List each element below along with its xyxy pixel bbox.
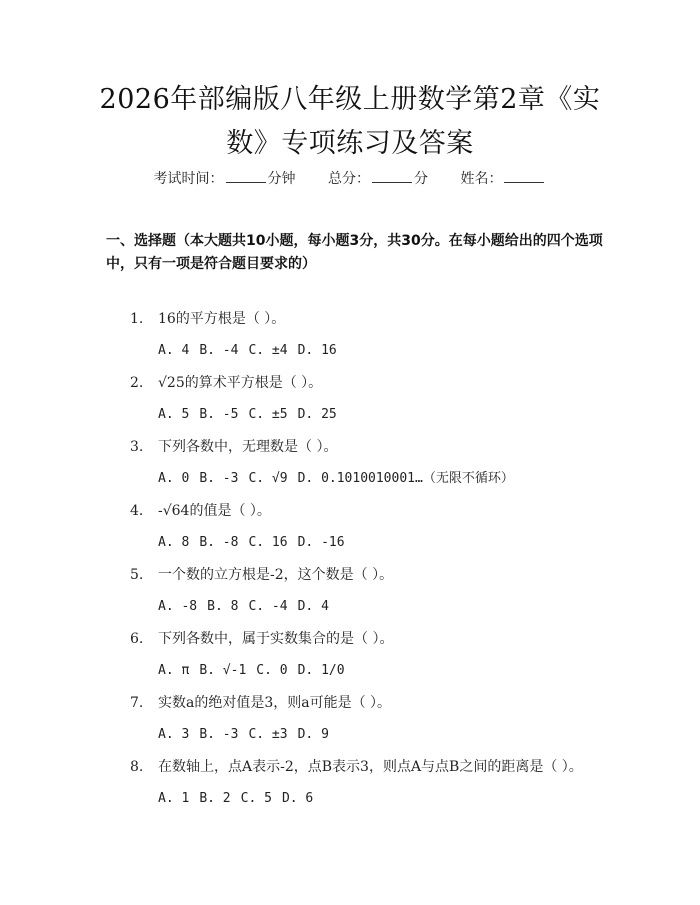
- question-number: 5.: [130, 567, 144, 583]
- question-number: 1.: [130, 311, 144, 327]
- question-text: 下列各数中，无理数是（ ）。: [158, 439, 338, 455]
- answer-option: D. 1/0: [297, 663, 345, 678]
- answer-options: [106, 532, 606, 554]
- answer-option: B. 2: [199, 791, 231, 806]
- total-score-label: 总分：: [328, 171, 370, 187]
- answer-options: [106, 340, 606, 362]
- answer-options: [106, 596, 606, 618]
- answer-option: C. -4: [248, 599, 288, 614]
- question-text: 下列各数中，属于实数集合的是（ ）。: [158, 631, 394, 647]
- exam-time-field: [154, 168, 296, 188]
- exam-time-blank: [226, 170, 266, 183]
- answer-option: B. -3: [199, 727, 239, 742]
- answer-option: B. -4: [199, 343, 239, 358]
- answer-option: A. π: [158, 663, 190, 678]
- student-name-label: 姓名：: [460, 171, 503, 187]
- question-text: 在数轴上，点A表示-2，点B表示3，则点A与点B之间的距离是（ ）。: [158, 759, 583, 775]
- answer-option: A. -8: [158, 599, 198, 614]
- answer-option: B. 8: [207, 599, 239, 614]
- answer-options: [106, 404, 606, 426]
- answer-option: A. 4: [158, 343, 190, 358]
- answer-options: [106, 468, 606, 490]
- answer-option: C. 16: [248, 535, 288, 550]
- question-text: 一个数的立方根是-2，这个数是（ ）。: [158, 567, 394, 583]
- answer-option: C. 5: [240, 791, 272, 806]
- total-score-blank: [372, 170, 412, 183]
- question-number: 8.: [130, 759, 144, 775]
- document-title: [80, 78, 620, 166]
- question-item: [106, 500, 606, 554]
- answer-option: D. 6: [281, 791, 314, 806]
- answer-option: D. -16: [297, 535, 345, 550]
- question-stem: [106, 308, 606, 330]
- exam-info-row: [0, 168, 700, 188]
- title-line-1: 2026年部编版八年级上册数学第2章《实: [99, 84, 601, 115]
- question-number: 2.: [130, 375, 144, 391]
- title-line-2: 数》专项练习及答案: [226, 128, 474, 159]
- answer-options: [106, 788, 606, 810]
- student-name-field: [460, 168, 546, 188]
- question-number: 3.: [130, 439, 144, 455]
- question-list: [106, 308, 606, 820]
- question-stem: [106, 372, 606, 394]
- answer-option: A. 8: [158, 535, 190, 550]
- answer-option: B. √-1: [199, 663, 247, 678]
- answer-option: B. -5: [199, 407, 239, 422]
- answer-option: A. 0: [158, 471, 190, 486]
- question-item: [106, 564, 606, 618]
- question-text: 16的平方根是（ ）。: [158, 311, 286, 327]
- answer-option: B. -8: [199, 535, 239, 550]
- answer-option: B. -3: [199, 471, 239, 486]
- question-item: [106, 628, 606, 682]
- answer-option: A. 5: [158, 407, 190, 422]
- total-score-unit: 分: [414, 171, 428, 187]
- question-text: √25的算术平方根是（ ）。: [158, 375, 323, 391]
- question-item: [106, 692, 606, 746]
- answer-option: C. ±5: [248, 407, 288, 422]
- question-number: 4.: [130, 503, 144, 519]
- answer-options: [106, 660, 606, 682]
- answer-option: A. 3: [158, 727, 190, 742]
- student-name-blank: [504, 170, 544, 183]
- question-stem: [106, 564, 606, 586]
- question-item: [106, 308, 606, 362]
- answer-option: A. 1: [158, 791, 190, 806]
- exam-time-unit: 分钟: [267, 171, 296, 187]
- section-heading: 一、选择题（本大题共10小题，每小题3分，共30分。在每小题给出的四个选项中，只有一项是符合题目要求的）: [106, 233, 603, 272]
- question-text: 实数a的绝对值是3，则a可能是（ ）。: [158, 695, 392, 711]
- question-item: [106, 756, 606, 810]
- question-stem: [106, 756, 606, 778]
- question-item: [106, 372, 606, 426]
- question-text: -√64的值是（ ）。: [158, 503, 271, 519]
- answer-option: C. ±4: [248, 343, 288, 358]
- question-stem: [106, 628, 606, 650]
- answer-option: D. 4: [297, 599, 329, 614]
- question-number: 7.: [130, 695, 144, 711]
- answer-option: D. 25: [297, 407, 337, 422]
- question-stem: [106, 436, 606, 458]
- answer-options: [106, 724, 606, 746]
- answer-option: C. √9: [248, 471, 288, 486]
- answer-option: D. 9: [297, 727, 329, 742]
- answer-option: D. 16: [297, 343, 337, 358]
- question-stem: [106, 692, 606, 714]
- exam-time-label: 考试时间：: [153, 171, 224, 187]
- answer-option: C. 0: [256, 663, 288, 678]
- answer-option: C. ±3: [248, 727, 288, 742]
- question-item: [106, 436, 606, 490]
- answer-option: D. 0.1010010001…（无限不循环）: [297, 471, 514, 486]
- question-number: 6.: [130, 631, 144, 647]
- total-score-field: [328, 168, 428, 188]
- question-stem: [106, 500, 606, 522]
